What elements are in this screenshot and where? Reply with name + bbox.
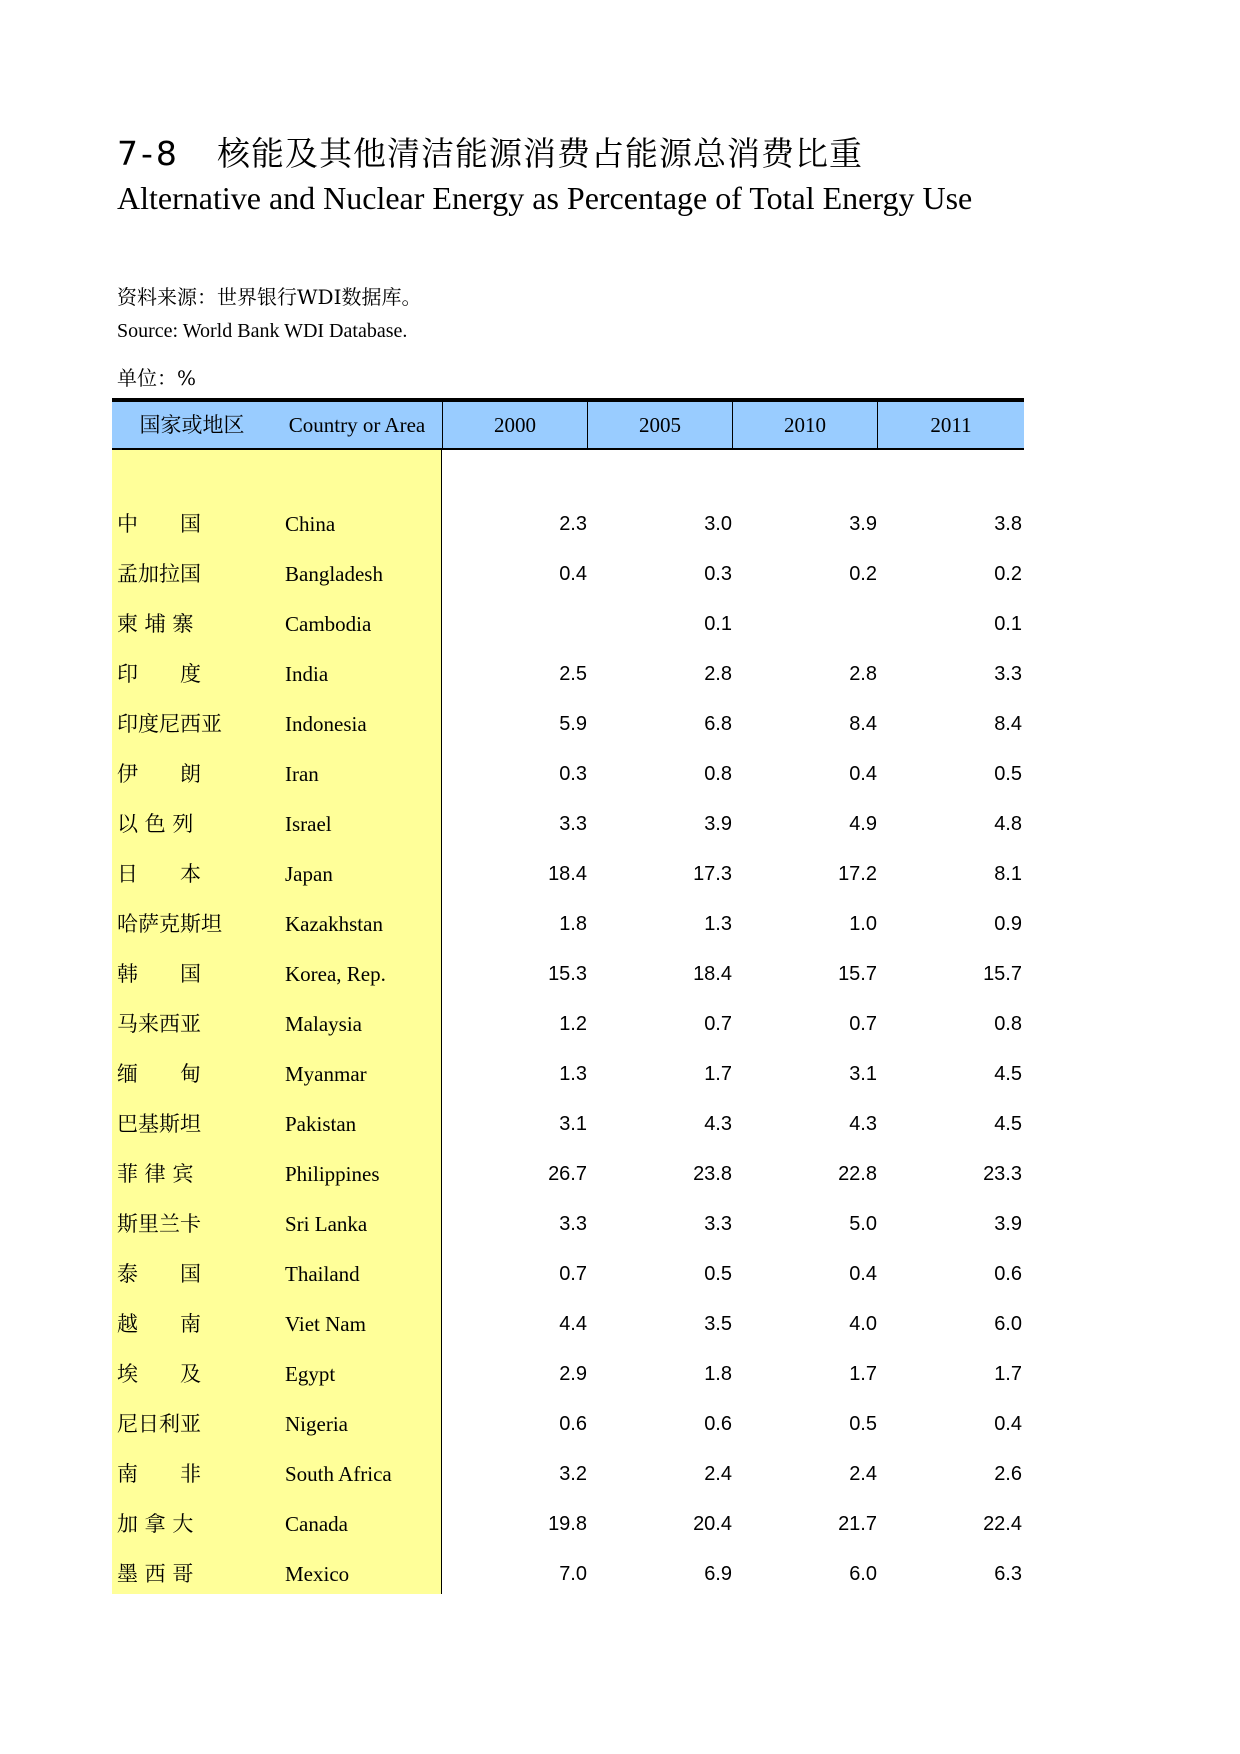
table-row [112, 849, 1024, 899]
row-value-2005: 18.4 [693, 963, 732, 985]
row-value-2005: 1.3 [704, 913, 732, 935]
row-value-2000: 18.4 [548, 863, 587, 885]
table-row [112, 999, 1024, 1049]
header-year-2011: 2011 [877, 402, 1024, 448]
row-value-2011: 4.8 [994, 813, 1022, 835]
row-value-2010: 3.9 [849, 513, 877, 535]
row-value-2010: 17.2 [838, 863, 877, 885]
row-value-2005: 20.4 [693, 1513, 732, 1535]
row-value-2000: 2.5 [559, 663, 587, 685]
row-value-2005: 1.8 [704, 1363, 732, 1385]
row-country-cn: 印度尼西亚 [117, 712, 222, 736]
row-value-2005: 0.3 [704, 563, 732, 585]
row-country-cn: 巴基斯坦 [117, 1112, 201, 1136]
row-value-2011: 22.4 [983, 1513, 1022, 1535]
row-country-cn: 以 色 列 [117, 812, 194, 836]
table-row [112, 949, 1024, 999]
row-value-2000: 0.6 [559, 1413, 587, 1435]
row-value-2005: 0.1 [704, 613, 732, 635]
row-country-cn: 菲 律 宾 [117, 1162, 194, 1186]
row-value-2010: 5.0 [849, 1213, 877, 1235]
row-country-cn: 日 本 [117, 862, 201, 886]
table-row [112, 899, 1024, 949]
row-country-cn: 尼日利亚 [117, 1412, 201, 1436]
page-title-en: Alternative and Nuclear Energy as Percentage of Total Energy Use [117, 180, 973, 216]
row-value-2005: 0.7 [704, 1013, 732, 1035]
row-value-2005: 3.9 [704, 813, 732, 835]
row-value-2005: 0.8 [704, 763, 732, 785]
table-row [112, 799, 1024, 849]
row-value-2005: 2.8 [704, 663, 732, 685]
row-country-cn: 墨 西 哥 [117, 1562, 194, 1586]
row-country-cn: 中 国 [117, 512, 201, 536]
row-country-cn: 泰 国 [117, 1262, 201, 1286]
table-row [112, 549, 1024, 599]
row-value-2010: 2.4 [849, 1463, 877, 1485]
row-value-2010: 2.8 [849, 663, 877, 685]
row-country-en: Indonesia [285, 712, 367, 736]
row-country-en: Korea, Rep. [285, 962, 386, 986]
row-value-2010: 0.5 [849, 1413, 877, 1435]
row-value-2005: 0.5 [704, 1263, 732, 1285]
row-value-2005: 2.4 [704, 1463, 732, 1485]
table-row [112, 599, 1024, 649]
row-value-2010: 0.4 [849, 1263, 877, 1285]
row-country-cn: 越 南 [117, 1312, 201, 1336]
row-value-2011: 15.7 [983, 963, 1022, 985]
row-value-2000: 2.3 [559, 513, 587, 535]
row-value-2010: 21.7 [838, 1513, 877, 1535]
row-country-en: Viet Nam [285, 1312, 366, 1336]
row-value-2011: 0.8 [994, 1013, 1022, 1035]
row-value-2000: 3.2 [559, 1463, 587, 1485]
table-row [112, 1199, 1024, 1249]
table-row [112, 1099, 1024, 1149]
header-country-en: Country or Area [288, 413, 426, 437]
row-value-2010: 15.7 [838, 963, 877, 985]
row-country-en: Kazakhstan [285, 912, 383, 936]
table-row [112, 1249, 1024, 1299]
table-body [112, 450, 1024, 1594]
row-country-en: Sri Lanka [285, 1212, 368, 1236]
table-row [112, 649, 1024, 699]
row-value-2011: 3.3 [994, 663, 1022, 685]
row-value-2011: 0.9 [994, 913, 1022, 935]
table-row [112, 1449, 1024, 1499]
row-country-en: Cambodia [285, 612, 372, 636]
row-value-2005: 17.3 [693, 863, 732, 885]
page-title-cn [117, 128, 863, 175]
row-value-2000: 19.8 [548, 1513, 587, 1535]
row-value-2005: 1.7 [704, 1063, 732, 1085]
row-value-2000: 1.8 [559, 913, 587, 935]
row-value-2011: 8.1 [994, 863, 1022, 885]
row-country-en: Canada [285, 1512, 348, 1536]
table-row [112, 1049, 1024, 1099]
row-value-2000: 3.1 [559, 1113, 587, 1135]
row-value-2011: 6.3 [994, 1563, 1022, 1585]
row-value-2000: 26.7 [548, 1163, 587, 1185]
row-value-2010: 4.3 [849, 1113, 877, 1135]
row-country-cn: 埃 及 [117, 1362, 201, 1386]
row-value-2011: 6.0 [994, 1313, 1022, 1335]
row-country-cn: 伊 朗 [117, 762, 201, 786]
row-value-2000: 15.3 [548, 963, 587, 985]
header-year-2010: 2010 [732, 402, 877, 448]
table-row [112, 1499, 1024, 1549]
row-country-en: Japan [285, 862, 333, 886]
row-country-en: South Africa [285, 1462, 392, 1486]
title-cn-text: 核能及其他清洁能源消费占能源总消费比重 [217, 134, 863, 173]
row-value-2010: 3.1 [849, 1063, 877, 1085]
row-country-cn: 哈萨克斯坦 [117, 912, 222, 936]
table-row [112, 499, 1024, 549]
row-country-en: Egypt [285, 1362, 336, 1386]
row-value-2000: 0.7 [559, 1263, 587, 1285]
row-country-en: Thailand [285, 1262, 360, 1286]
row-value-2010: 0.2 [849, 563, 877, 585]
table-row [112, 1299, 1024, 1349]
header-year-2000: 2000 [442, 402, 587, 448]
table-header [112, 398, 1024, 450]
row-value-2005: 0.6 [704, 1413, 732, 1435]
row-country-en: Israel [285, 812, 332, 836]
table-row [112, 699, 1024, 749]
table-number: 7-8 [117, 134, 180, 173]
row-country-en: Mexico [285, 1562, 350, 1586]
row-value-2005: 6.9 [704, 1563, 732, 1585]
row-value-2000: 0.3 [559, 763, 587, 785]
row-country-cn: 印 度 [117, 662, 201, 686]
table-row [112, 1399, 1024, 1449]
row-value-2000: 1.2 [559, 1013, 587, 1035]
row-value-2000: 7.0 [559, 1563, 587, 1585]
table-row [112, 1549, 1024, 1599]
row-value-2011: 3.9 [994, 1213, 1022, 1235]
row-value-2011: 3.8 [994, 513, 1022, 535]
row-value-2000: 3.3 [559, 1213, 587, 1235]
row-value-2000: 1.3 [559, 1063, 587, 1085]
source-note-cn: 资料来源：世界银行WDI数据库。 [117, 285, 422, 309]
row-value-2011: 4.5 [994, 1063, 1022, 1085]
row-value-2011: 0.4 [994, 1413, 1022, 1435]
row-value-2010: 4.9 [849, 813, 877, 835]
row-value-2011: 0.5 [994, 763, 1022, 785]
row-value-2010: 0.4 [849, 763, 877, 785]
table-rows [112, 499, 1024, 1599]
row-value-2011: 0.1 [994, 613, 1022, 635]
row-country-cn: 韩 国 [117, 962, 201, 986]
row-country-en: Malaysia [285, 1012, 362, 1036]
row-value-2010: 22.8 [838, 1163, 877, 1185]
data-table [112, 398, 1024, 1594]
row-value-2011: 0.6 [994, 1263, 1022, 1285]
row-country-en: Nigeria [285, 1412, 348, 1436]
row-value-2005: 3.5 [704, 1313, 732, 1335]
row-value-2000: 0.4 [559, 563, 587, 585]
row-value-2010: 1.0 [849, 913, 877, 935]
row-country-cn: 马来西亚 [117, 1012, 201, 1036]
row-value-2005: 4.3 [704, 1113, 732, 1135]
row-value-2011: 1.7 [994, 1363, 1022, 1385]
row-value-2010: 1.7 [849, 1363, 877, 1385]
row-value-2010: 0.7 [849, 1013, 877, 1035]
row-value-2011: 8.4 [994, 713, 1022, 735]
row-country-en: India [285, 662, 329, 686]
row-country-en: Philippines [285, 1162, 380, 1186]
header-country-cn: 国家或地区 [139, 413, 245, 437]
row-country-cn: 斯里兰卡 [117, 1212, 201, 1236]
row-country-cn: 缅 甸 [117, 1062, 201, 1086]
row-value-2010: 4.0 [849, 1313, 877, 1335]
row-value-2005: 23.8 [693, 1163, 732, 1185]
row-value-2010: 8.4 [849, 713, 877, 735]
row-country-cn: 柬 埔 寨 [117, 612, 194, 636]
row-country-cn: 孟加拉国 [117, 562, 201, 586]
row-value-2010: 6.0 [849, 1563, 877, 1585]
table-row [112, 1349, 1024, 1399]
row-country-en: Myanmar [285, 1062, 367, 1086]
row-value-2000: 4.4 [559, 1313, 587, 1335]
row-value-2000: 5.9 [559, 713, 587, 735]
row-value-2005: 3.3 [704, 1213, 732, 1235]
table-row [112, 1149, 1024, 1199]
source-note-en: Source: World Bank WDI Database. [117, 320, 408, 342]
row-value-2005: 6.8 [704, 713, 732, 735]
row-country-en: Pakistan [285, 1112, 357, 1136]
row-value-2005: 3.0 [704, 513, 732, 535]
row-value-2011: 4.5 [994, 1113, 1022, 1135]
row-value-2011: 2.6 [994, 1463, 1022, 1485]
header-year-2005: 2005 [587, 402, 732, 448]
row-value-2011: 0.2 [994, 563, 1022, 585]
row-country-en: Iran [285, 762, 319, 786]
row-value-2011: 23.3 [983, 1163, 1022, 1185]
row-country-en: China [285, 512, 336, 536]
row-country-cn: 南 非 [117, 1462, 201, 1486]
table-row [112, 749, 1024, 799]
row-country-cn: 加 拿 大 [117, 1512, 194, 1536]
row-value-2000: 2.9 [559, 1363, 587, 1385]
row-value-2000: 3.3 [559, 813, 587, 835]
row-country-en: Bangladesh [285, 562, 383, 586]
unit-label: 单位：% [117, 366, 197, 390]
